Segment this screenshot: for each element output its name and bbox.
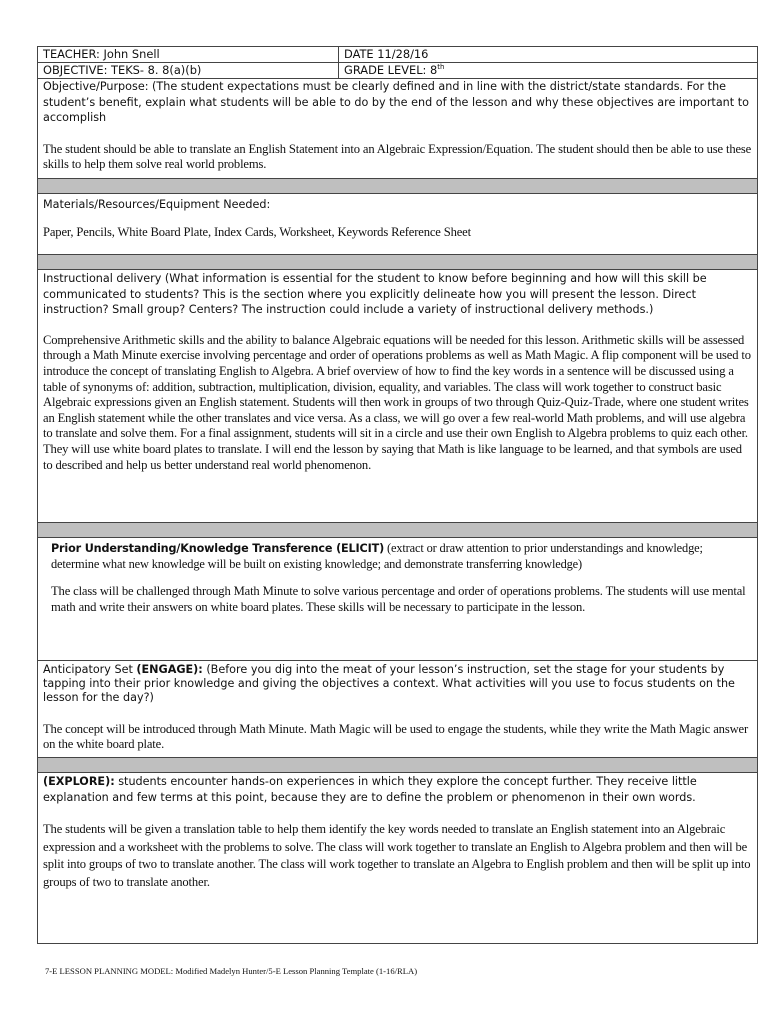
header-row-1 xyxy=(38,47,758,63)
materials-answer: Paper, Pencils, White Board Plate, Index Cards, Worksheet, Keywords Reference Sheet xyxy=(43,224,471,239)
materials-prompt: Materials/Resources/Equipment Needed: xyxy=(43,198,271,211)
prior-answer: The class will be challenged through Math Minute to solve various percentage and order of operations problems. The students will use mental math and write their answers on white board plates. These skills will be necessary to participate in the lesson. xyxy=(51,584,746,614)
anticipatory-prompt-start: Anticipatory Set xyxy=(43,663,137,676)
instructional-prompt: Instructional delivery (What information is essential for the student to know before beginning and how will this skill be communicated to students? This is the section where you explicitly delineate how you will present the lesson. Direct instruction? Small group? Centers? The instruction could include a variety of instructional delivery methods.) xyxy=(43,272,707,317)
instructional-section xyxy=(38,270,758,523)
prior-prompt-rest: (extract or draw attention to prior understandings and knowledge; determine what new knowledge will be built on existing knowledge; and demonstrate transferring knowledge) xyxy=(51,541,703,571)
prior-prompt-bold: Prior Understanding/Knowledge Transference (ELICIT) xyxy=(51,542,385,555)
anticipatory-prompt-bold: (ENGAGE): xyxy=(136,663,203,676)
grade-label: GRADE LEVEL: 8 xyxy=(344,63,438,77)
prior-prompt xyxy=(51,541,752,572)
objective-answer: The student should be able to translate an English Statement into an Algebraic Expression/Equation. The student should then be able to use these skills to help them solve real world problems. xyxy=(43,141,752,172)
objective-prompt: Objective/Purpose: (The student expectations must be clearly defined and in line with the district/state standards. For the student’s benefit, explain what students will be able to do by the end of the lesson and why these objectives are important to accomplish xyxy=(43,80,749,125)
anticipatory-answer: The concept will be introduced through Math Minute. Math Magic will be used to engage the students, while they write the Math Magic answer on the white board plate. xyxy=(43,721,749,752)
objective-section xyxy=(38,79,758,179)
header-row-2 xyxy=(38,63,758,79)
spacer-row xyxy=(38,758,758,773)
anticipatory-prompt xyxy=(43,663,752,706)
page-footer: 7-E LESSON PLANNING MODEL: Modified Madelyn Hunter/5-E Lesson Planning Template (1-16/RLA) xyxy=(45,966,418,976)
prior-section xyxy=(38,538,758,661)
spacer-row xyxy=(38,255,758,270)
explore-prompt-bold: (EXPLORE): xyxy=(43,775,115,788)
grade-cell xyxy=(339,63,758,79)
materials-section xyxy=(38,194,758,255)
date-cell: DATE 11/28/16 xyxy=(339,47,758,63)
explore-prompt-rest: students encounter hands-on experiences in which they explore the concept further. They receive little explanation and few terms at this point, because they are to define the problem or phenomenon in their own words. xyxy=(43,775,697,804)
anticipatory-prompt-rest: (Before you dig into the meat of your lesson’s instruction, set the stage for your students by tapping into their prior knowledge and giving the objectives a context. What activities will you use to focus students on the lesson for the day?) xyxy=(43,663,735,705)
explore-answer: The students will be given a translation table to help them identify the key words needed to translate an English statement into an Algebraic expression and a worksheet with the problems to solve. The class will work together to translate an English to Algebra problem and then will be split into groups of two to translate another. The class will work together to translate an Algebra to English problem and then will be split up into groups of two to translate another. xyxy=(43,822,751,889)
spacer-row xyxy=(38,179,758,194)
instructional-answer: Comprehensive Arithmetic skills and the ability to balance Algebraic equations will be needed for this lesson. Arithmetic skills will be assessed through a Math Minute exercise involving percentage and order of operations problems as well as Math Magic. A flip component will be used to introduce the concept of translating English to Algebra. A brief overview of how to find the key words in a sentence will be discussed using a table of synonyms of: addition, subtraction, multiplication, division, equality, and variables. The class will work together to construct basic Algebraic expressions given an English statement. Students will then work in groups of two through Quiz-Quiz-Trade, where one student writes an English statement while the other translates and vice versa. As a class, we will go over a few real-world Math problems, and will use algebra to translate and solve them. For a final assignment, students will sit in a circle and use their own English to Algebra problems to quiz each other. They will use white board plates to translate. I will end the lesson by saying that Math is like language to be learned, and that symbols are used to described and help us better understand real world phenomenon. xyxy=(43,332,751,472)
objective-cell: OBJECTIVE: TEKS- 8. 8(a)(b) xyxy=(38,63,339,79)
anticipatory-section xyxy=(38,661,758,758)
explore-section xyxy=(38,773,758,944)
lesson-plan-table xyxy=(37,46,758,944)
spacer-row xyxy=(38,523,758,538)
grade-superscript: th xyxy=(437,63,445,72)
teacher-cell: TEACHER: John Snell xyxy=(38,47,339,63)
lesson-plan-sheet xyxy=(37,46,757,944)
explore-prompt xyxy=(43,774,752,805)
